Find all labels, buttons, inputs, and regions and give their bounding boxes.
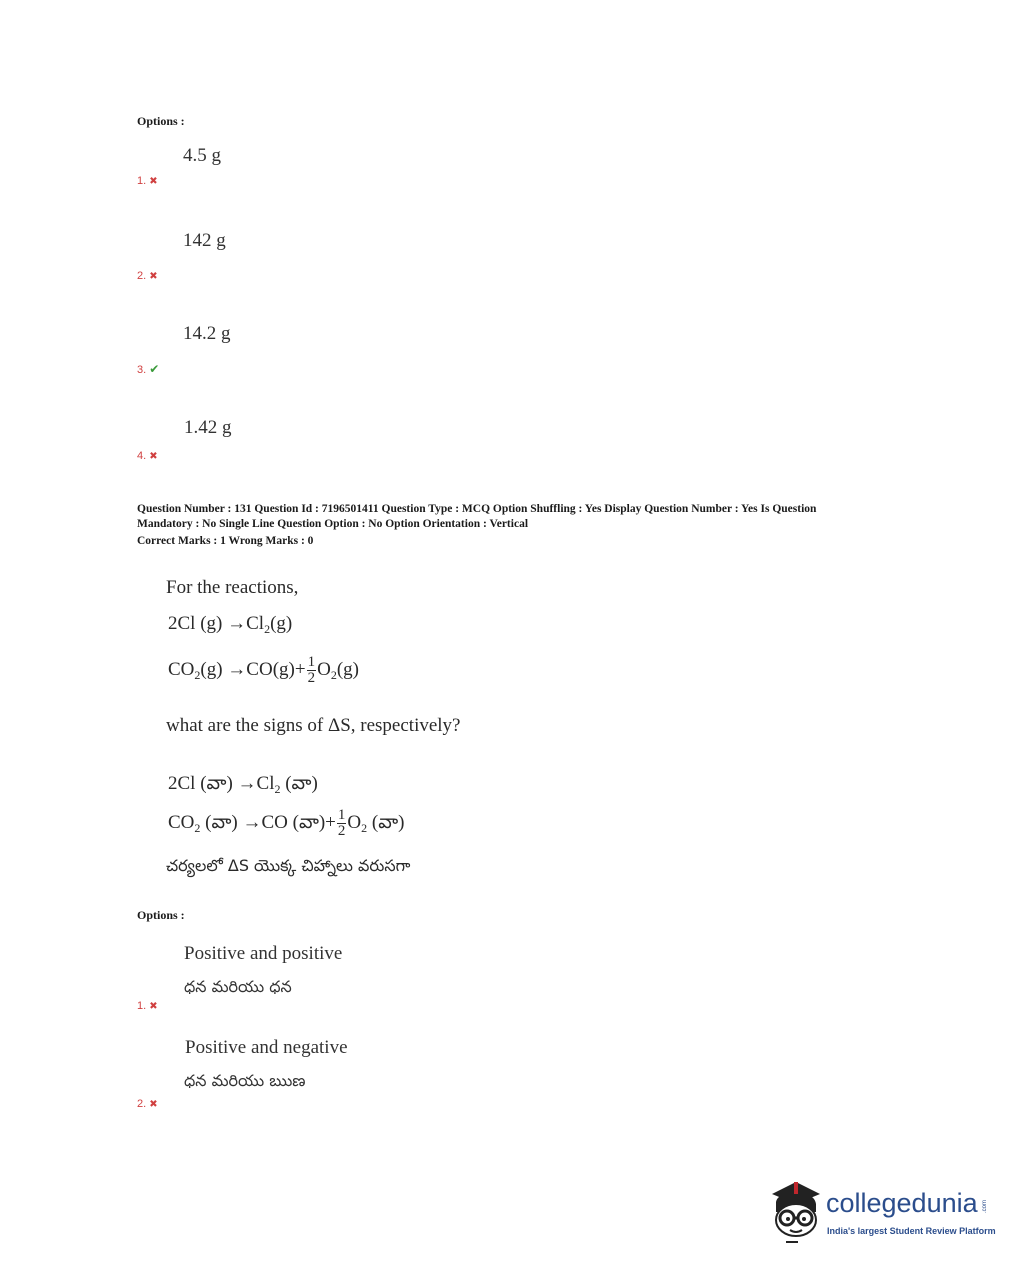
option-4-text: 1.42 g xyxy=(184,417,232,438)
meta-line-3: Correct Marks : 1 Wrong Marks : 0 xyxy=(137,535,314,547)
logo-dotcom: .com xyxy=(982,1200,988,1214)
wrong-icon: ✖ xyxy=(149,1001,158,1012)
wrong-icon: ✖ xyxy=(149,1099,158,1110)
q131-option-2-text: Positive and negative xyxy=(185,1037,348,1058)
telugu-equation-2 xyxy=(168,808,404,839)
te-frac-num: 1 xyxy=(337,807,346,823)
graduate-mascot-icon xyxy=(768,1178,824,1244)
eq1-right: (g) xyxy=(270,613,293,634)
q131-option-1-number xyxy=(137,1000,158,1012)
eq2-a-sub: 2 xyxy=(194,667,201,682)
option-1-number xyxy=(137,175,158,187)
option-1-index: 1. xyxy=(137,175,147,187)
correct-check-icon: ✔ xyxy=(149,362,160,376)
option-3-text: 14.2 g xyxy=(183,323,231,344)
question-meta xyxy=(137,502,897,549)
q131-option-2-number xyxy=(137,1098,158,1110)
option-3-number xyxy=(137,362,159,376)
option-4-index: 4. xyxy=(137,450,147,462)
te-eq2-b: (వా) →CO (వా)+ xyxy=(205,811,336,833)
q131-option-1-text: Positive and positive xyxy=(184,943,343,964)
te-eq2-d: (వా) xyxy=(371,811,405,833)
te-eq2-a-sub: 2 xyxy=(194,820,201,835)
eq2-b: (g) →CO(g)+ xyxy=(200,658,306,680)
wrong-icon: ✖ xyxy=(149,176,158,187)
logo-tagline: India's largest Student Review Platform xyxy=(827,1226,996,1236)
equation-1 xyxy=(168,613,292,637)
frac-num: 1 xyxy=(307,654,316,670)
telugu-equation-1 xyxy=(168,773,318,799)
te-eq2-c-sub: 2 xyxy=(361,820,368,835)
meta-line-2: Mandatory : No Single Line Question Option : No Option Orientation : Vertical xyxy=(137,518,529,530)
te-fraction-half xyxy=(337,808,347,839)
question-intro: For the reactions, xyxy=(166,577,299,598)
q131-option-1-telugu: ధన మరియు ధన xyxy=(184,977,292,996)
te-eq2-c: O xyxy=(347,811,362,833)
options-label-2: Options : xyxy=(137,908,185,922)
eq2-c: O xyxy=(317,658,331,680)
equation-2 xyxy=(168,655,359,686)
frac-den: 2 xyxy=(307,670,316,686)
wrong-icon: ✖ xyxy=(149,451,158,462)
option-2-number xyxy=(137,270,158,282)
question-text: what are the signs of ΔS, respectively? xyxy=(166,715,461,736)
q131-option-2-index: 2. xyxy=(137,1098,147,1110)
eq1-left: 2Cl (g) →Cl xyxy=(168,613,265,634)
eq2-d: (g) xyxy=(336,658,359,680)
option-2-text: 142 g xyxy=(183,230,226,251)
te-eq1-left: 2Cl (వా) →Cl xyxy=(168,773,275,794)
q131-option-2-telugu: ధన మరియు ఋణ xyxy=(184,1071,306,1090)
q131-option-1-index: 1. xyxy=(137,1000,147,1012)
telugu-question-text: చర్యలలో ΔS యొక్క చిహ్నాలు వరుసగా xyxy=(166,856,411,875)
wrong-icon: ✖ xyxy=(149,271,158,282)
options-label: Options : xyxy=(137,114,185,128)
eq2-a: CO xyxy=(168,658,195,680)
eq2-c-sub: 2 xyxy=(330,667,337,682)
option-3-index: 3. xyxy=(137,364,147,376)
logo-wordmark: collegedunia xyxy=(826,1188,978,1218)
option-2-index: 2. xyxy=(137,270,147,282)
te-frac-den: 2 xyxy=(337,823,346,839)
option-1-text: 4.5 g xyxy=(183,145,221,166)
fraction-half xyxy=(307,655,317,686)
option-4-number xyxy=(137,450,158,462)
te-eq1-sub: 2 xyxy=(274,782,281,796)
collegedunia-logo xyxy=(768,1178,1008,1238)
meta-line-1: Question Number : 131 Question Id : 7196501411 Question Type : MCQ Option Shuffling : Yes Display Question Number : Yes Is Question xyxy=(137,503,817,515)
te-eq2-a: CO xyxy=(168,811,195,833)
te-eq1-right: (వా) xyxy=(285,773,318,794)
eq1-sub: 2 xyxy=(264,622,271,636)
